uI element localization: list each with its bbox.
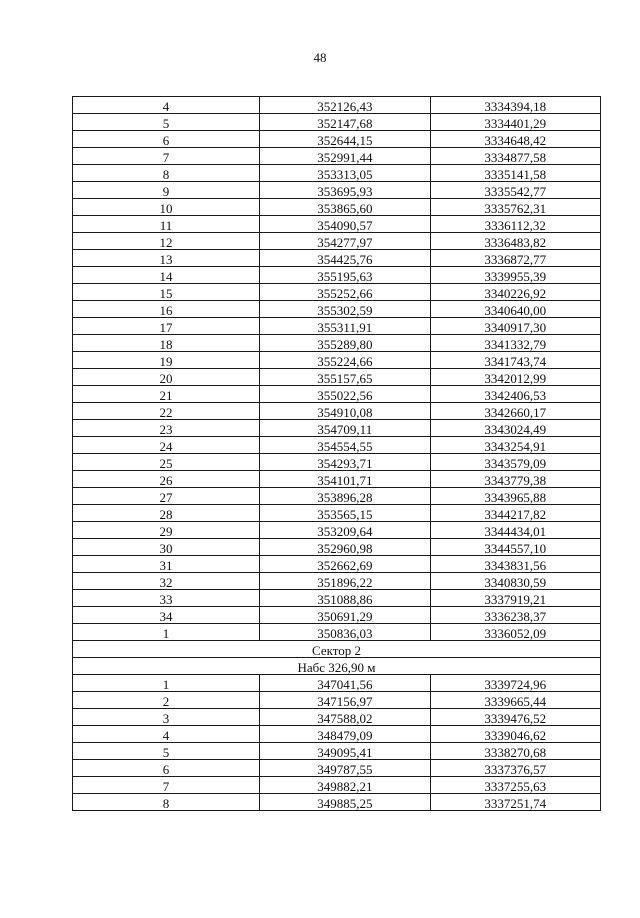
point-number: 26 [73,471,260,488]
table-row [73,726,601,743]
sector-height-row [73,658,601,675]
table-row [73,539,601,556]
y-coordinate: 3335762,31 [430,199,600,216]
x-coordinate: 347041,56 [260,675,430,692]
point-number: 5 [73,114,260,131]
point-number: 22 [73,403,260,420]
point-number: 19 [73,352,260,369]
y-coordinate: 3339046,62 [430,726,600,743]
x-coordinate: 351896,22 [260,573,430,590]
x-coordinate: 353209,64 [260,522,430,539]
point-number: 16 [73,301,260,318]
x-coordinate: 349885,25 [260,794,430,811]
y-coordinate: 3334877,58 [430,148,600,165]
point-number: 32 [73,573,260,590]
sector-2-rows [73,675,601,811]
y-coordinate: 3341332,79 [430,335,600,352]
x-coordinate: 355302,59 [260,301,430,318]
point-number: 11 [73,216,260,233]
y-coordinate: 3338270,68 [430,743,600,760]
y-coordinate: 3339665,44 [430,692,600,709]
y-coordinate: 3334648,42 [430,131,600,148]
x-coordinate: 354293,71 [260,454,430,471]
point-number: 18 [73,335,260,352]
table-row [73,471,601,488]
y-coordinate: 3339476,52 [430,709,600,726]
sector-2-header [73,641,601,675]
x-coordinate: 353565,15 [260,505,430,522]
table-row [73,760,601,777]
y-coordinate: 3343965,88 [430,488,600,505]
point-number: 14 [73,267,260,284]
x-coordinate: 353313,05 [260,165,430,182]
table-row [73,199,601,216]
table-row [73,216,601,233]
table-row [73,352,601,369]
table-row [73,386,601,403]
table-row [73,250,601,267]
table-row [73,777,601,794]
y-coordinate: 3336052,09 [430,624,600,641]
x-coordinate: 354709,11 [260,420,430,437]
y-coordinate: 3340917,30 [430,318,600,335]
x-coordinate: 352126,43 [260,97,430,114]
y-coordinate: 3340640,00 [430,301,600,318]
x-coordinate: 351088,86 [260,590,430,607]
y-coordinate: 3336483,82 [430,233,600,250]
point-number: 12 [73,233,260,250]
x-coordinate: 355224,66 [260,352,430,369]
point-number: 1 [73,624,260,641]
point-number: 31 [73,556,260,573]
point-number: 23 [73,420,260,437]
point-number: 10 [73,199,260,216]
x-coordinate: 350836,03 [260,624,430,641]
table-row [73,505,601,522]
x-coordinate: 348479,09 [260,726,430,743]
x-coordinate: 353695,93 [260,182,430,199]
y-coordinate: 3337919,21 [430,590,600,607]
table-row [73,233,601,250]
table-row [73,97,601,114]
point-number: 13 [73,250,260,267]
y-coordinate: 3334401,29 [430,114,600,131]
page-number: 48 [313,50,327,65]
y-coordinate: 3340226,92 [430,284,600,301]
table-row [73,114,601,131]
table-row [73,675,601,692]
y-coordinate: 3343024,49 [430,420,600,437]
x-coordinate: 354910,08 [260,403,430,420]
x-coordinate: 355195,63 [260,267,430,284]
point-number: 34 [73,607,260,624]
table-row [73,301,601,318]
point-number: 6 [73,131,260,148]
y-coordinate: 3339955,39 [430,267,600,284]
y-coordinate: 3336238,37 [430,607,600,624]
x-coordinate: 349095,41 [260,743,430,760]
sector-height: Набс 326,90 м [73,658,601,675]
point-number: 4 [73,97,260,114]
table-row [73,284,601,301]
x-coordinate: 352662,69 [260,556,430,573]
point-number: 6 [73,760,260,777]
x-coordinate: 355311,91 [260,318,430,335]
table-row [73,437,601,454]
x-coordinate: 354277,97 [260,233,430,250]
point-number: 9 [73,182,260,199]
x-coordinate: 355022,56 [260,386,430,403]
y-coordinate: 3337376,57 [430,760,600,777]
table-row [73,488,601,505]
point-number: 3 [73,709,260,726]
point-number: 24 [73,437,260,454]
x-coordinate: 354090,57 [260,216,430,233]
y-coordinate: 3343779,38 [430,471,600,488]
point-number: 5 [73,743,260,760]
x-coordinate: 349787,55 [260,760,430,777]
table-row [73,607,601,624]
y-coordinate: 3340830,59 [430,573,600,590]
x-coordinate: 350691,29 [260,607,430,624]
table-row [73,148,601,165]
point-number: 2 [73,692,260,709]
x-coordinate: 353865,60 [260,199,430,216]
x-coordinate: 352147,68 [260,114,430,131]
y-coordinate: 3344557,10 [430,539,600,556]
point-number: 33 [73,590,260,607]
y-coordinate: 3343579,09 [430,454,600,471]
y-coordinate: 3337255,63 [430,777,600,794]
sector-title-row [73,641,601,658]
point-number: 30 [73,539,260,556]
table-row [73,454,601,471]
table-row [73,403,601,420]
table-row [73,335,601,352]
coordinates-table [72,96,601,811]
point-number: 4 [73,726,260,743]
table-row [73,590,601,607]
table-row [73,369,601,386]
x-coordinate: 355252,66 [260,284,430,301]
y-coordinate: 3343254,91 [430,437,600,454]
table-row [73,131,601,148]
point-number: 7 [73,148,260,165]
x-coordinate: 354425,76 [260,250,430,267]
table-row [73,743,601,760]
x-coordinate: 353896,28 [260,488,430,505]
table-row [73,522,601,539]
table-row [73,165,601,182]
x-coordinate: 354101,71 [260,471,430,488]
y-coordinate: 3339724,96 [430,675,600,692]
x-coordinate: 352644,15 [260,131,430,148]
table-row [73,182,601,199]
y-coordinate: 3342012,99 [430,369,600,386]
y-coordinate: 3335542,77 [430,182,600,199]
table-row [73,267,601,284]
point-number: 25 [73,454,260,471]
x-coordinate: 349882,21 [260,777,430,794]
x-coordinate: 352991,44 [260,148,430,165]
point-number: 7 [73,777,260,794]
y-coordinate: 3336872,77 [430,250,600,267]
point-number: 8 [73,165,260,182]
sector-1-rows [73,97,601,641]
y-coordinate: 3343831,56 [430,556,600,573]
table-row [73,556,601,573]
y-coordinate: 3344434,01 [430,522,600,539]
y-coordinate: 3344217,82 [430,505,600,522]
sector-title: Сектор 2 [73,641,601,658]
point-number: 28 [73,505,260,522]
x-coordinate: 352960,98 [260,539,430,556]
table-row [73,692,601,709]
point-number: 20 [73,369,260,386]
table-row [73,573,601,590]
x-coordinate: 355157,65 [260,369,430,386]
point-number: 29 [73,522,260,539]
y-coordinate: 3341743,74 [430,352,600,369]
point-number: 8 [73,794,260,811]
point-number: 17 [73,318,260,335]
point-number: 1 [73,675,260,692]
table-row [73,709,601,726]
x-coordinate: 354554,55 [260,437,430,454]
x-coordinate: 347156,97 [260,692,430,709]
y-coordinate: 3337251,74 [430,794,600,811]
table-row [73,420,601,437]
point-number: 15 [73,284,260,301]
table-row [73,624,601,641]
y-coordinate: 3342406,53 [430,386,600,403]
point-number: 21 [73,386,260,403]
x-coordinate: 355289,80 [260,335,430,352]
table-row [73,794,601,811]
y-coordinate: 3336112,32 [430,216,600,233]
table-row [73,318,601,335]
y-coordinate: 3335141,58 [430,165,600,182]
y-coordinate: 3342660,17 [430,403,600,420]
point-number: 27 [73,488,260,505]
y-coordinate: 3334394,18 [430,97,600,114]
x-coordinate: 347588,02 [260,709,430,726]
